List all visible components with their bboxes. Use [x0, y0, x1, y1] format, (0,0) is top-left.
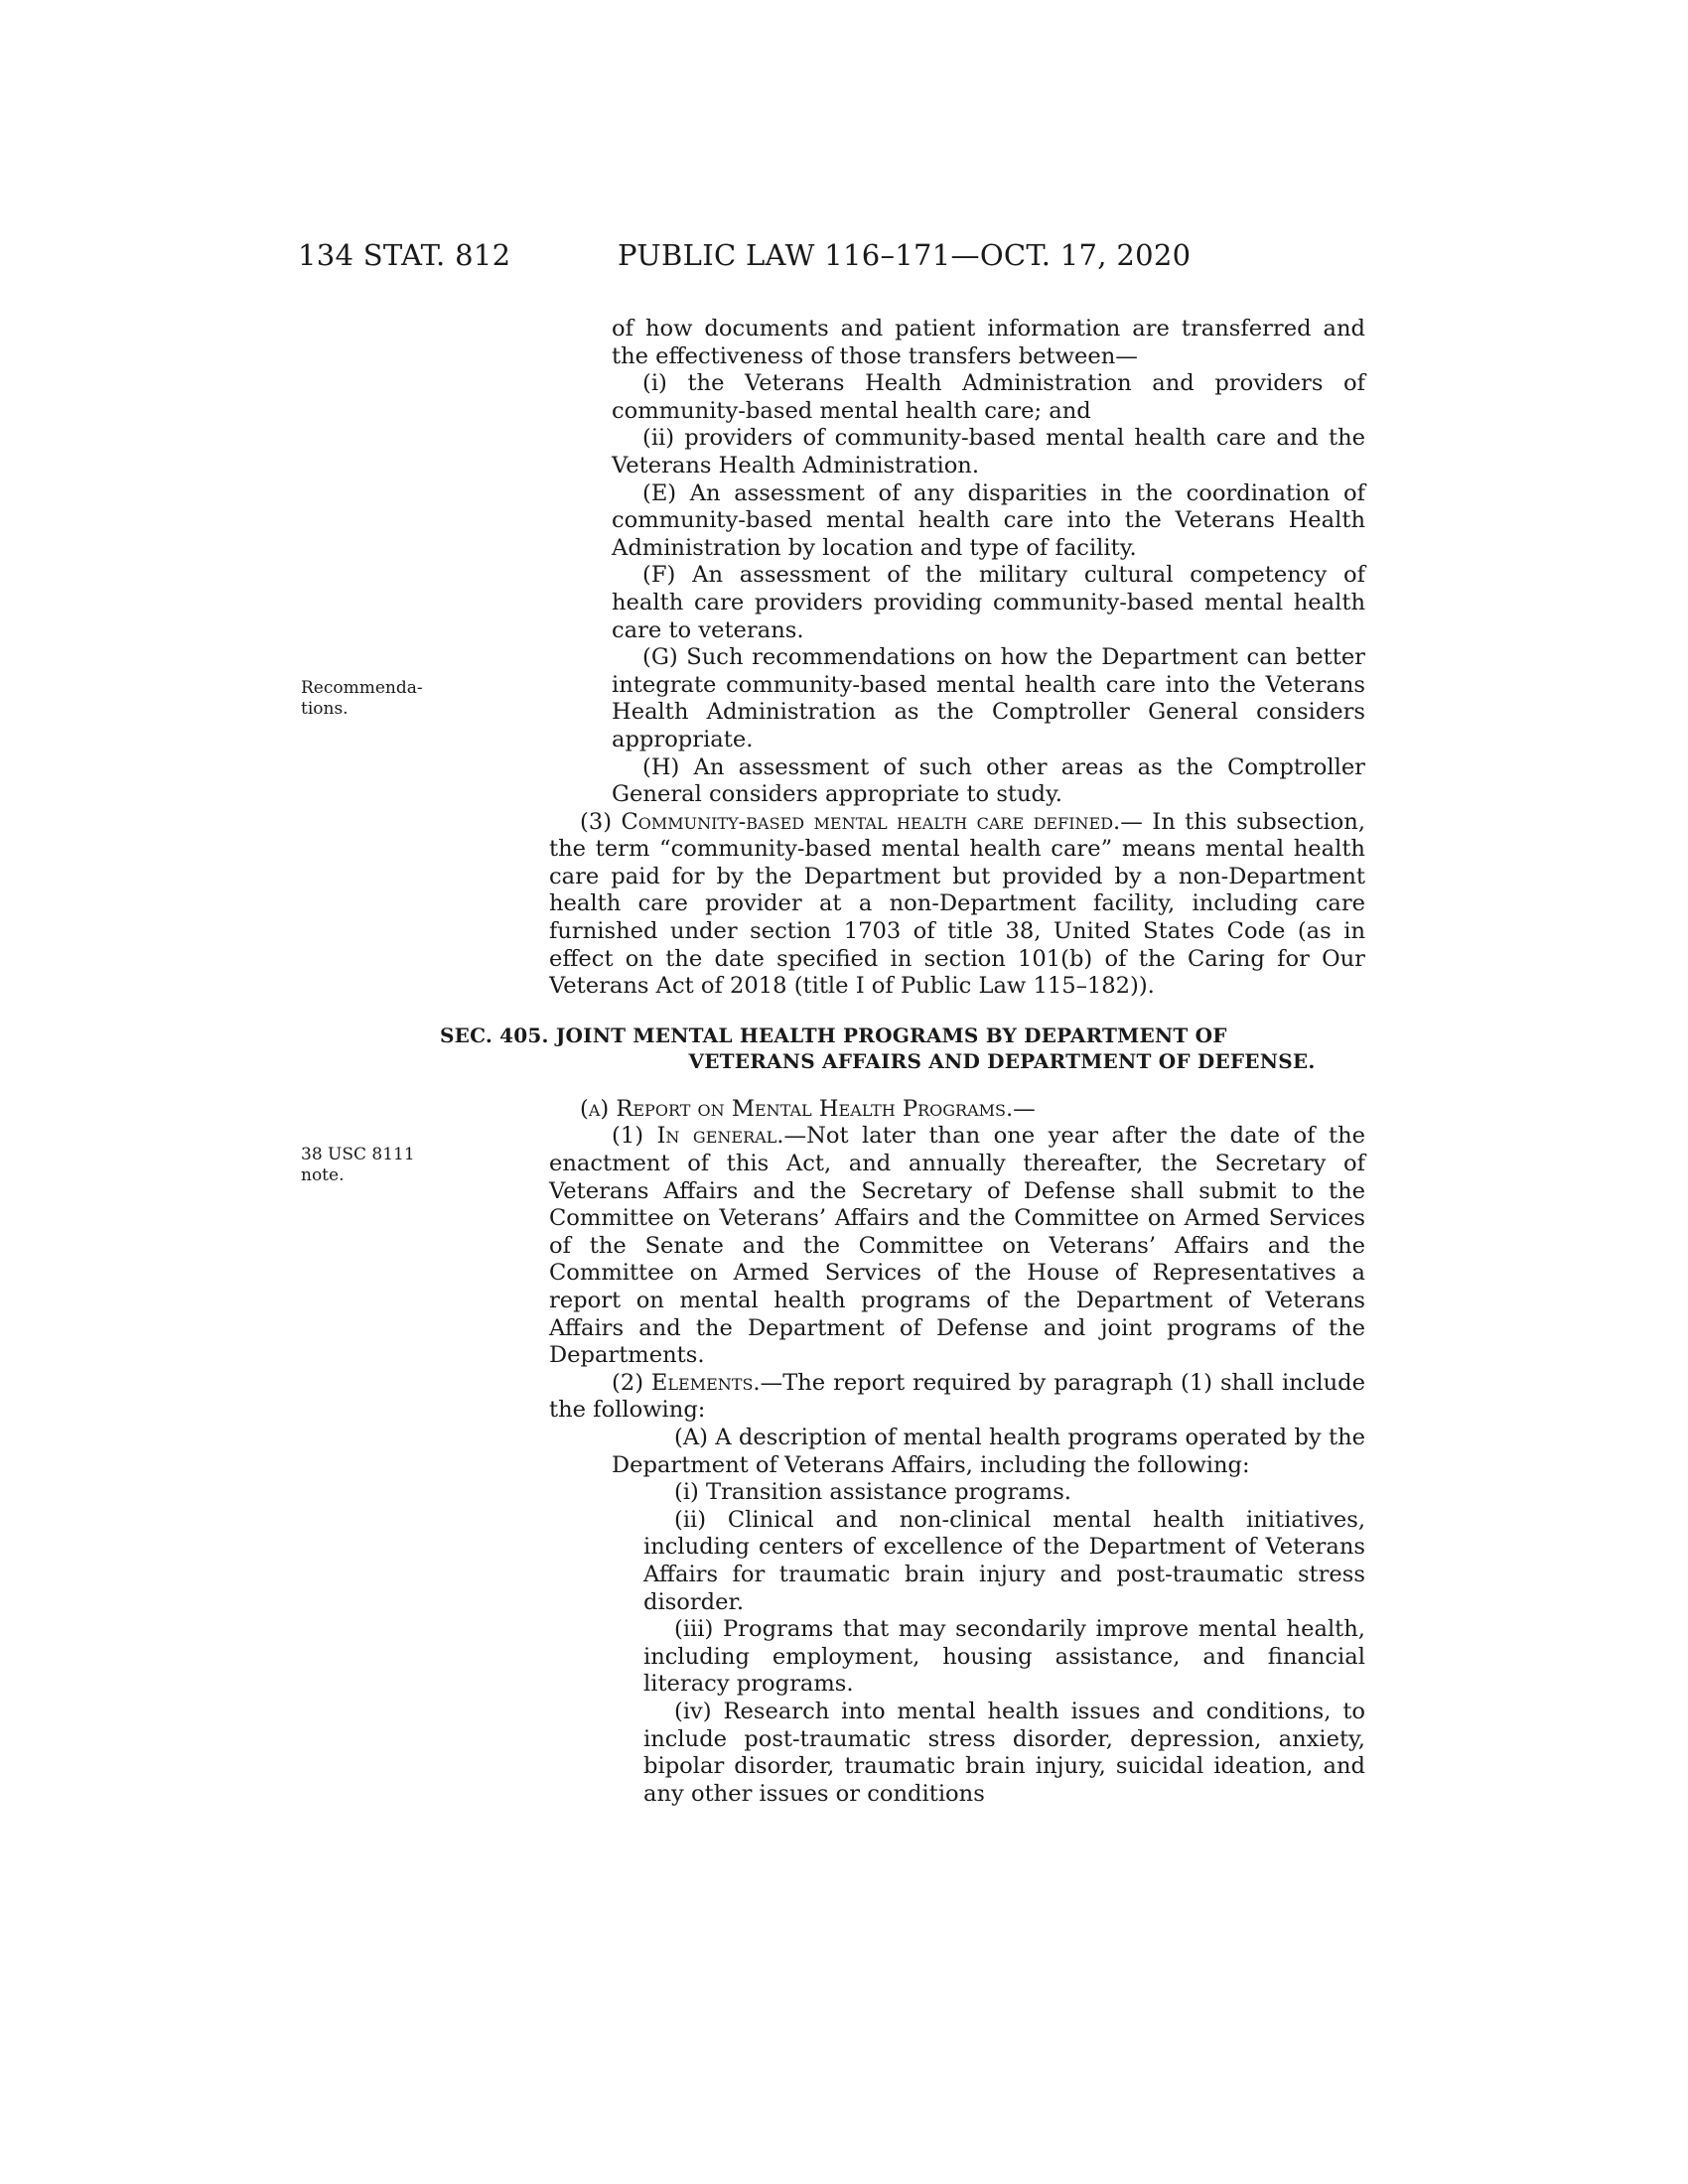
- paragraph-3-text: In this subsection, the term “community-based mental health care” means mental health care paid for by the Department but provided by a non-Department health care provider at a non-Department facility, including care furnished under section 1703 of title 38, United States Code (as in effect on the date specified in section 101(b) of the Caring for Our Veterans Act of 2018 (title I of Public Law 115–182)).: [549, 808, 1366, 1000]
- paragraph-transfers: of how documents and patient information are transferred and the effectiveness of those transfers between—: [612, 316, 1365, 369]
- page-header: [298, 238, 1370, 278]
- margin-note-recommendations: Recommenda- tions.: [301, 678, 423, 719]
- clause-ii-clinical: (ii) Clinical and non-clinical mental health initiatives, including centers of excellence of the Department of Veterans Affairs for traumatic brain injury and post-traumatic stress disorder.: [643, 1506, 1365, 1615]
- subparagraph-g: (G) Such recommendations on how the Department can better integrate community-based mental health care into the Veterans Health Administration as the Comptroller General considers appropriate.: [612, 644, 1365, 752]
- paragraph-1-heading: (1) In general.—: [612, 1123, 807, 1150]
- paragraph-3-heading: (3) Community-based mental health care defined.—: [580, 808, 1143, 835]
- margin-note-usc-reference: [301, 1145, 460, 1186]
- paragraph-1-general: [549, 1123, 1365, 1369]
- subparagraph-h: (H) An assessment of such other areas as the Comptroller General considers appropriate to study.: [612, 753, 1365, 808]
- usc-reference-line1: 38 USC 8111: [301, 1145, 415, 1164]
- paragraph-2-heading: (2) Elements.—: [612, 1369, 783, 1396]
- paragraph-3-definition: [549, 809, 1365, 1001]
- subparagraph-f: (F) An assessment of the military cultural competency of health care providers providing community-based mental health care to veterans.: [612, 562, 1365, 643]
- subparagraph-a: (A) A description of mental health programs operated by the Department of Veterans Affairs, including the following:: [612, 1424, 1365, 1478]
- paragraph-2-elements: [549, 1370, 1365, 1425]
- clause-i-vha-to-providers: (i) the Veterans Health Administration and providers of community-based mental health care; and: [612, 370, 1365, 424]
- statute-body: [440, 316, 1366, 1808]
- usc-reference-line2: note.: [301, 1165, 345, 1185]
- page-reference: 134 STAT. 812: [298, 238, 511, 272]
- paragraph-2-text: The report required by paragraph (1) shall include the following:: [549, 1369, 1365, 1424]
- subsection-a-heading: [549, 1096, 1365, 1124]
- clause-iii-secondary: (iii) Programs that may secondarily improve mental health, including employment, housing assistance, and financial literacy programs.: [643, 1616, 1365, 1698]
- clause-iv-research: (iv) Research into mental health issues and conditions, to include post-traumatic stress disorder, depression, anxiety, bipolar disorder, traumatic brain injury, suicidal ideation, and any other issues or conditions: [643, 1698, 1365, 1807]
- section-405-heading: [440, 1023, 1465, 1074]
- subparagraph-e: (E) An assessment of any disparities in the coordination of community-based mental health care into the Veterans Health Administration by location and type of facility.: [612, 479, 1365, 561]
- clause-i-transition: (i) Transition assistance programs.: [674, 1479, 1071, 1506]
- paragraph-1-text: Not later than one year after the date of the enactment of this Act, and annually thereafter, the Secretary of Veterans Affairs and the Secretary of Defense shall submit to the Committee on Veterans’ Affairs and the Committee on Armed Services of the Senate and the Committee on Veterans’ Affairs and the Committee on Armed Services of the House of Representatives a report on mental health programs of the Department of Veterans Affairs and the Department of Defense and joint programs of the Departments.: [549, 1123, 1365, 1369]
- law-title: PUBLIC LAW 116–171—OCT. 17, 2020: [618, 238, 1192, 272]
- section-heading-line1: SEC. 405. JOINT MENTAL HEALTH PROGRAMS BY DEPARTMENT OF: [440, 1023, 1227, 1047]
- clause-ii-providers-to-vha: (ii) providers of community-based mental health care and the Veterans Health Administration.: [612, 425, 1365, 478]
- subsection-a-title: (a) Report on Mental Health Programs.—: [580, 1095, 1036, 1122]
- section-heading-line2: VETERANS AFFAIRS AND DEPARTMENT OF DEFENSE.: [688, 1048, 1316, 1073]
